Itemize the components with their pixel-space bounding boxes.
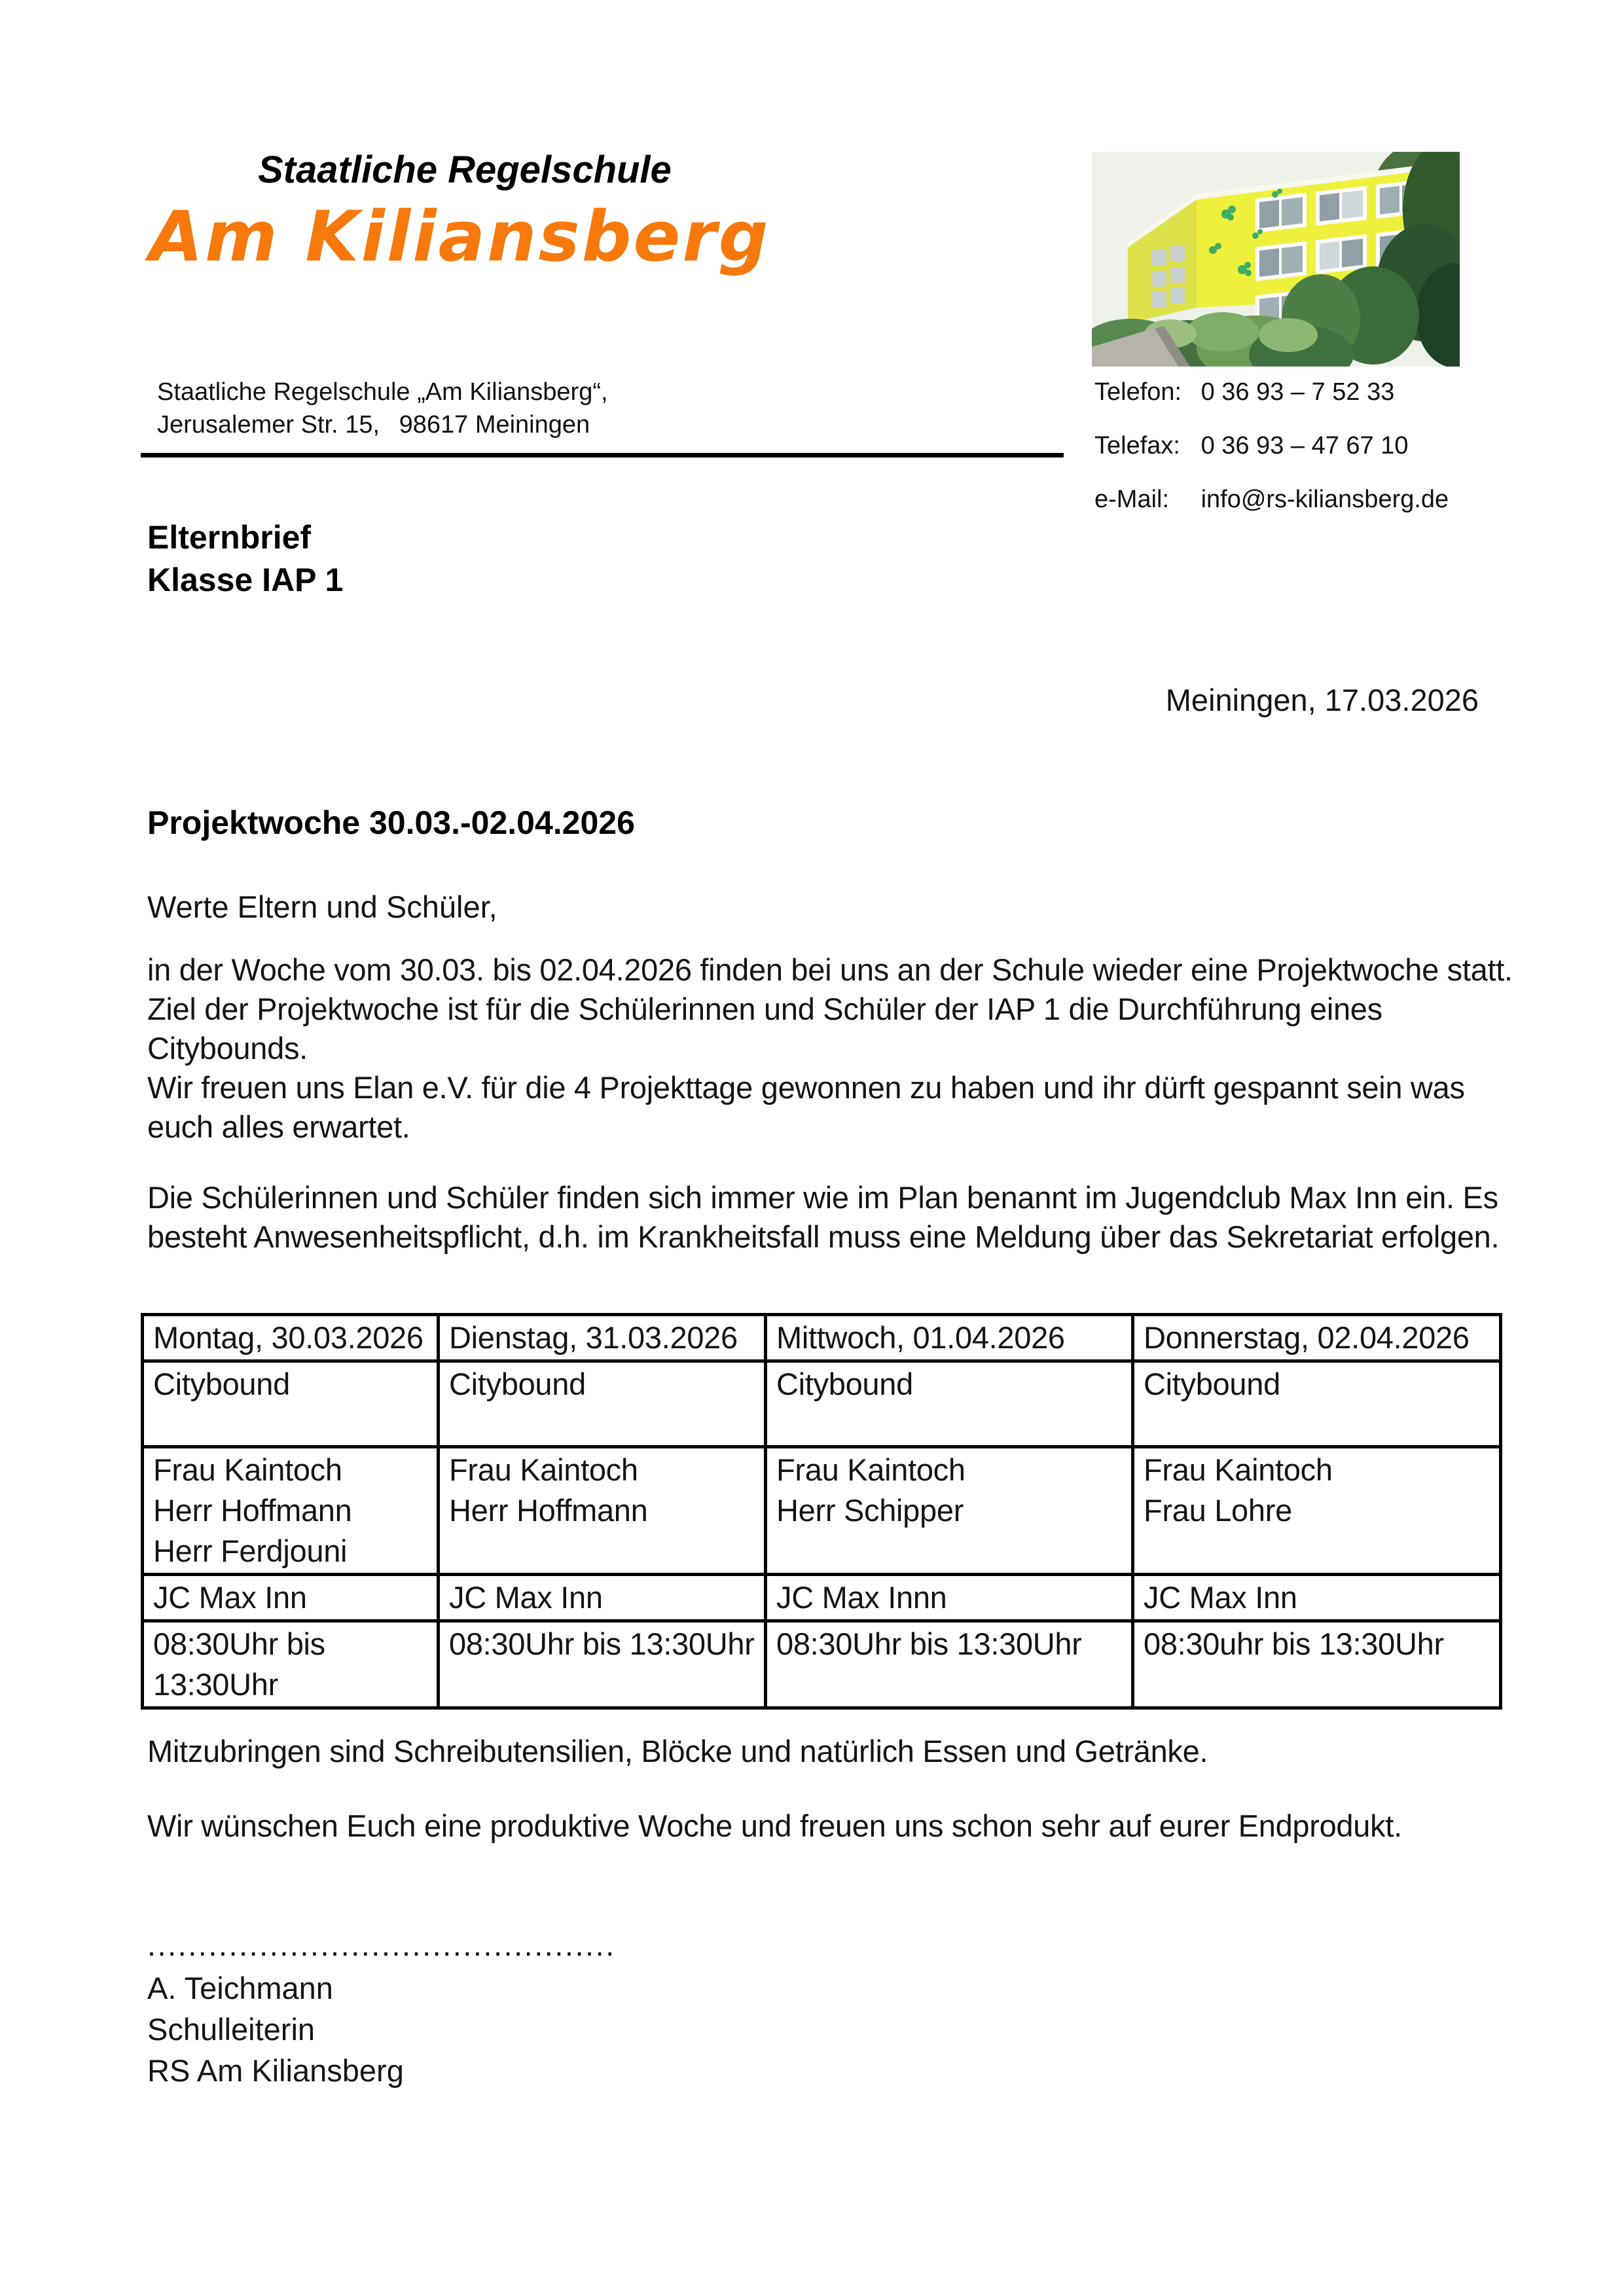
signature-school: RS Am Kiliansberg [147,2053,404,2088]
paragraph-line: euch alles erwartet. [147,1109,410,1144]
teachers-cell [439,1447,766,1575]
signature-name: A. Teichmann [147,1971,333,2005]
teachers-cell [143,1447,439,1575]
signature-role: Schulleiterin [147,2012,316,2047]
time-cell: 08:30uhr bis 13:30Uhr [1133,1621,1501,1708]
day-header-cell: Mittwoch, 01.04.2026 [766,1315,1133,1361]
day-header-cell: Dienstag, 31.03.2026 [439,1315,766,1361]
paragraph-attendance [147,1178,1499,1257]
paragraph-line: Citybounds. [147,1031,308,1066]
activity-cell: Citybound [143,1361,439,1447]
activity-cell: Citybound [1133,1361,1501,1447]
teacher-name: Frau Kaintoch [776,1452,965,1487]
school-photo-illustration [1092,152,1460,367]
sender-address-line2: Jerusalemer Str. 15, 98617 Meiningen [157,411,590,439]
bring-note: Mitzubringen sind Schreibutensilien, Blöcke und natürlich Essen und Getränke. [147,1734,1208,1768]
class-heading: Klasse IAP 1 [147,562,344,598]
table-row-location [143,1575,1501,1621]
location-cell: JC Max Inn [143,1575,439,1621]
activity-cell: Citybound [766,1361,1133,1447]
telefax-value: 0 36 93 – 47 67 10 [1200,432,1409,459]
teacher-name: Frau Lohre [1144,1493,1292,1528]
telefon-label: Telefon: [1094,378,1182,406]
sender-address [157,376,608,441]
activity-cell: Citybound [439,1361,766,1447]
sender-address-line1: Staatliche Regelschule „Am Kiliansberg“, [157,378,608,406]
teacher-name: Herr Hoffmann [449,1493,648,1528]
teacher-name: Herr Ferdjouni [153,1534,348,1568]
table-row-days [143,1315,1501,1361]
paragraph-line: Wir freuen uns Elan e.V. für die 4 Projekttage gewonnen zu haben und ihr dürft gespannt sein was [147,1070,1465,1105]
day-header-cell: Montag, 30.03.2026 [143,1315,439,1361]
paragraph-project-week [147,950,1513,1147]
paragraph-line: in der Woche vom 30.03. bis 02.04.2026 finden bei uns an der Schule wieder eine Projektwoche statt. [147,952,1513,987]
day-header-cell: Donnerstag, 02.04.2026 [1133,1315,1501,1361]
telefax-label: Telefax: [1094,432,1180,459]
subject-heading: Projektwoche 30.03.-02.04.2026 [147,804,635,841]
location-cell: JC Max Inn [1133,1575,1501,1621]
time-cell: 08:30Uhr bis 13:30Uhr [143,1621,439,1708]
teacher-name: Frau Kaintoch [449,1452,638,1487]
location-cell: JC Max Innn [766,1575,1133,1621]
teacher-name: Frau Kaintoch [1144,1452,1333,1487]
doc-type-heading: Elternbrief [147,519,312,556]
wish-note: Wir wünschen Euch eine produktive Woche und freuen uns schon sehr auf eurer Endprodukt. [147,1808,1402,1843]
schedule-table [141,1313,1502,1710]
school-type-title: Staatliche Regelschule [258,149,672,191]
teacher-name: Herr Schipper [776,1493,964,1528]
signature-block [147,1967,404,2091]
table-row-teachers [143,1447,1501,1575]
time-cell: 08:30Uhr bis 13:30Uhr [766,1621,1133,1708]
location-cell: JC Max Inn [439,1575,766,1621]
paragraph-line: besteht Anwesenheitspflicht, d.h. im Krankheitsfall muss eine Meldung über das Sekretariat erfolgen. [147,1219,1500,1254]
contact-row-telefon [1094,378,1449,432]
teachers-cell [766,1447,1133,1575]
divider-rule [141,453,1064,457]
email-value: info@rs-kiliansberg.de [1200,486,1449,513]
paragraph-line: Ziel der Projektwoche ist für die Schülerinnen und Schüler der IAP 1 die Durchführung eines [147,992,1382,1026]
signature-dotted-line: .............................................. [147,1928,616,1962]
time-cell: 08:30Uhr bis 13:30Uhr [439,1621,766,1708]
school-photo [1092,152,1460,367]
contact-row-email [1094,486,1449,539]
school-name-title: Am Kiliansberg [149,196,770,277]
teacher-name: Frau Kaintoch [153,1452,342,1487]
contact-row-telefax [1094,432,1449,486]
contact-block [1094,378,1449,539]
paragraph-line: Die Schülerinnen und Schüler finden sich immer wie im Plan benannt im Jugendclub Max Inn ein. Es [147,1180,1498,1215]
telefon-value: 0 36 93 – 7 52 33 [1200,378,1395,406]
email-label: e-Mail: [1094,486,1170,513]
date-line: Meiningen, 17.03.2026 [1165,683,1479,717]
table-row-time [143,1621,1501,1708]
salutation: Werte Eltern und Schüler, [147,889,497,924]
table-row-activity [143,1361,1501,1447]
teacher-name: Herr Hoffmann [153,1493,352,1528]
teachers-cell [1133,1447,1501,1575]
